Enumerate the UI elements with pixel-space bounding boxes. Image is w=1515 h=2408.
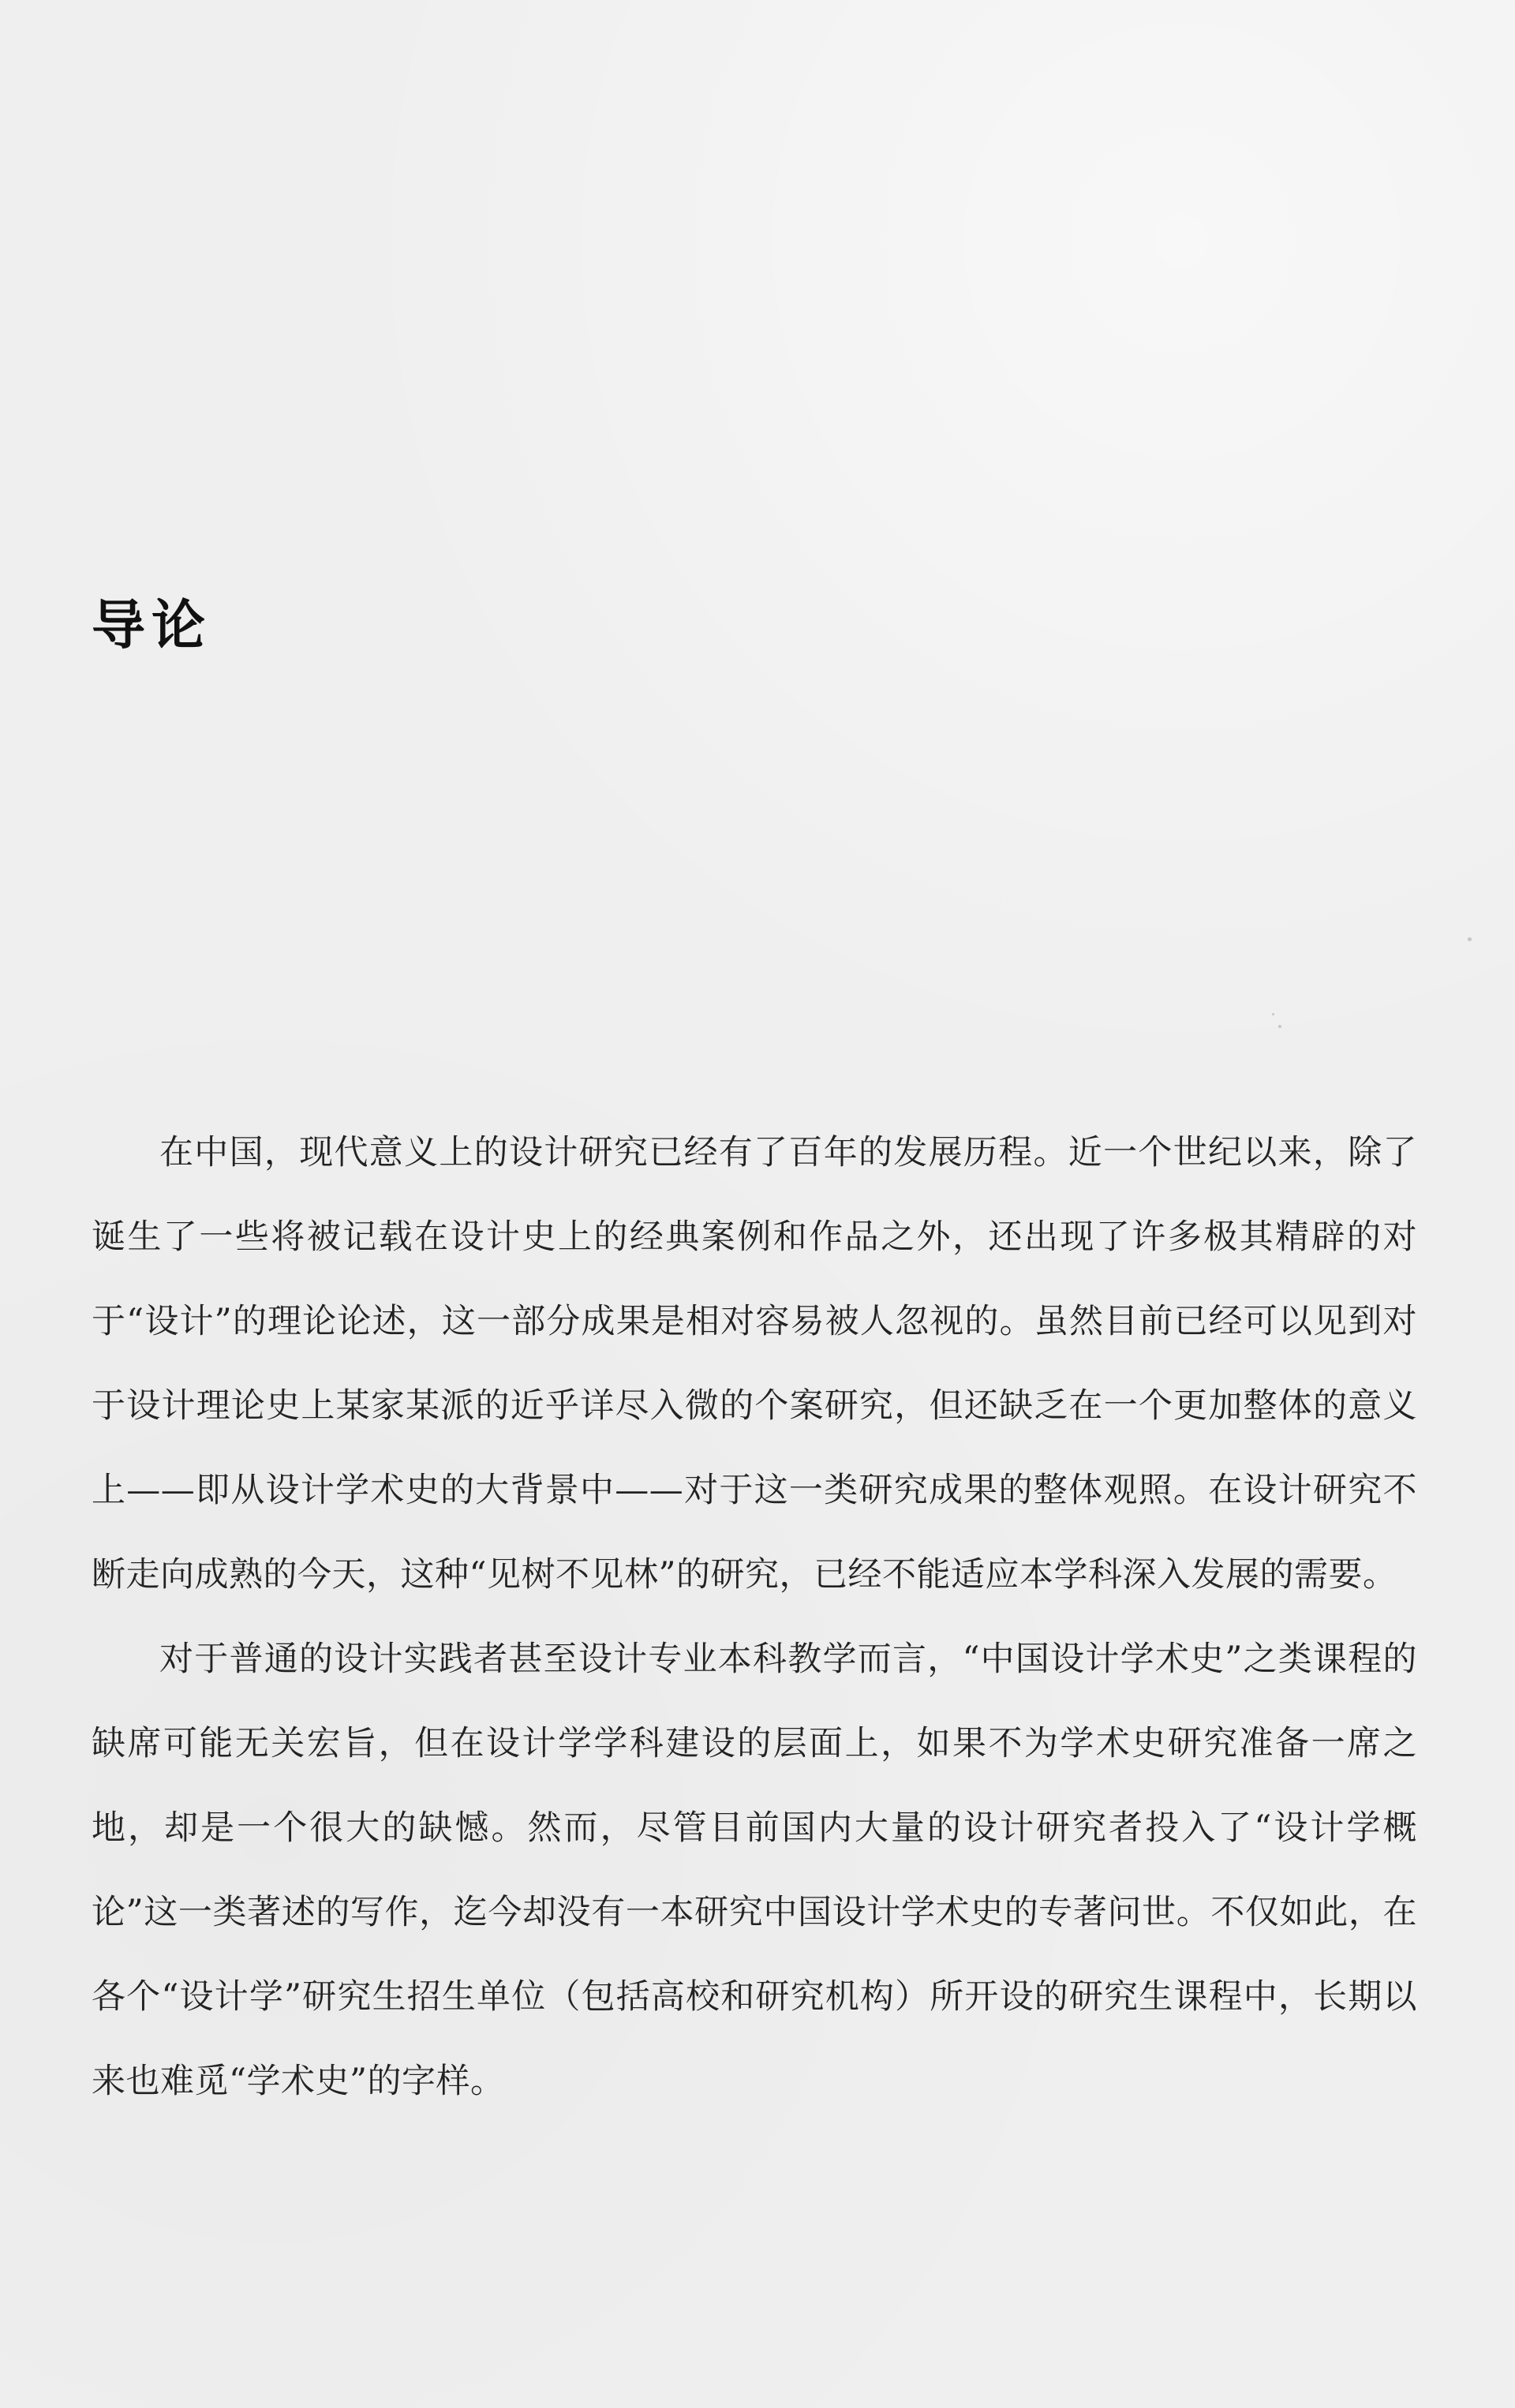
paper-speck [1468,937,1472,941]
chapter-title: 导论 [92,595,212,657]
paper-speck [1272,1013,1274,1015]
body-text [92,1111,1417,2124]
paragraph-2: 对于普通的设计实践者甚至设计专业本科教学而言，“中国设计学术史”之类课程的缺席可能无关宏旨，但在设计学学科建设的层面上，如果不为学术史研究准备一席之地，却是一个很大的缺憾。然而，尽管目前国内大量的设计研究者投入了“设计学概论”这一类著述的写作，迄今却没有一本研究中国设计学术史的专著问世。不仅如此，在各个“设计学”研究生招生单位（包括高校和研究机构）所开设的研究生课程中，长期以来也难觅“学术史”的字样。 [92,1640,1417,2101]
paper-speck [1278,1025,1281,1028]
paragraph-1: 在中国，现代意义上的设计研究已经有了百年的发展历程。近一个世纪以来，除了诞生了一些将被记载在设计史上的经典案例和作品之外，还出现了许多极其精辟的对于“设计”的理论论述，这一部分成果是相对容易被人忽视的。虽然目前已经可以见到对于设计理论史上某家某派的近乎详尽入微的个案研究，但还缺乏在一个更加整体的意义上——即从设计学术史的大背景中——对于这一类研究成果的整体观照。在设计研究不断走向成熟的今天，这种“见树不见林”的研究，已经不能适应本学科深入发展的需要。 [92,1133,1417,1595]
